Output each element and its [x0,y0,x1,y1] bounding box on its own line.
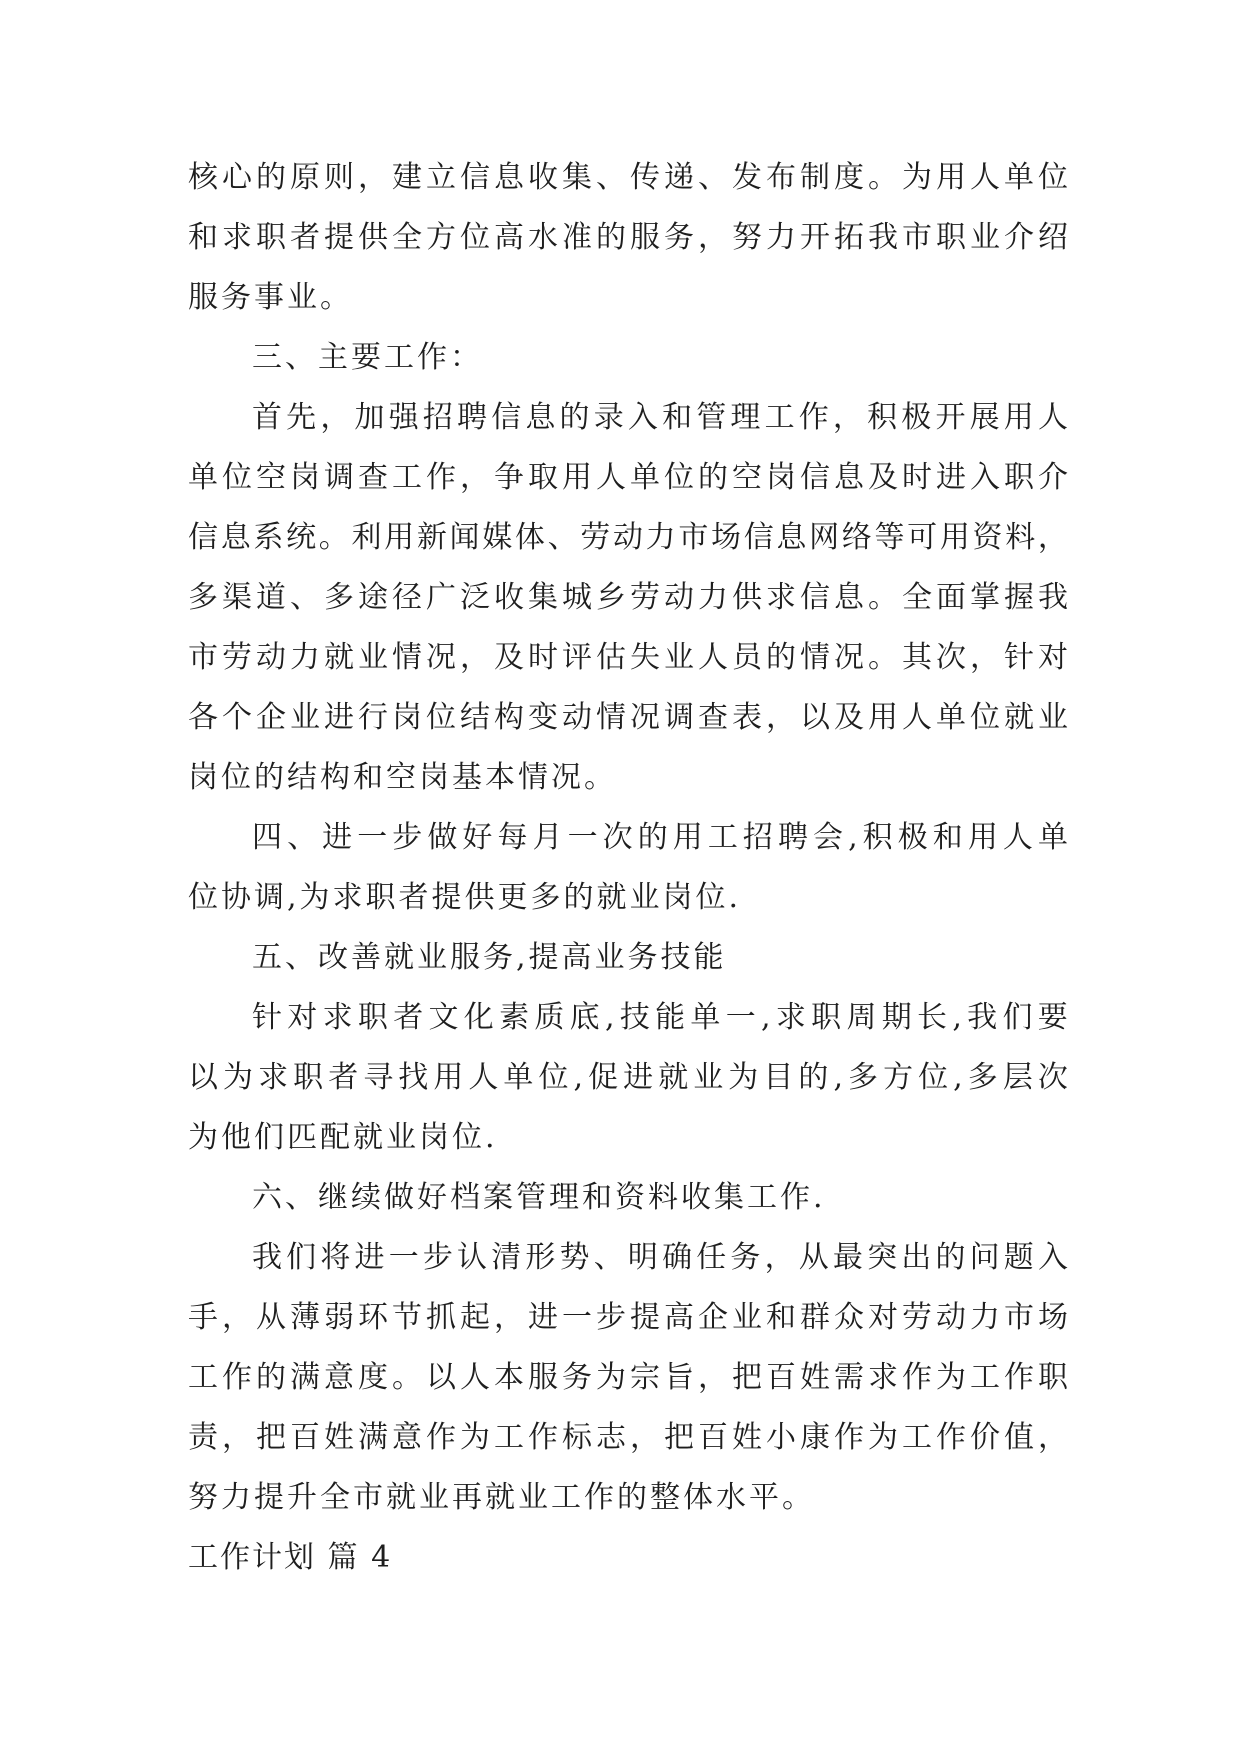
paragraph-line: 针 对 求 职 者 文 化 素 质 底 , 技 能 单 一 , 求 职 周 期 长 , 我 们 要 [252,1000,1068,1035]
paragraph-line: 努力提升全市就业再就业工作的整体水平。 [188,1480,815,1515]
paragraph-line: 市 劳 动 力 就 业 情 况 ， 及 时 评 估 失 业 人 员 的 情 况 。 其 次 ， 针 对 [188,640,1068,675]
paragraph-line: 和 求 职 者 提 供 全 方 位 高 水 准 的 服 务 ， 努 力 开 拓 我 市 职 业 介 绍 [188,220,1068,255]
paragraph-line: 六、继续做好档案管理和资料收集工作. [252,1180,826,1215]
paragraph-line: 三、主要工作： [252,340,483,375]
paragraph-line: 责 ， 把 百 姓 满 意 作 为 工 作 标 志 ， 把 百 姓 小 康 作 为 工 作 价 值 ， [188,1420,1068,1455]
paragraph-line: 首 先 ， 加 强 招 聘 信 息 的 录 入 和 管 理 工 作 ， 积 极 开 展 用 人 [252,400,1068,435]
paragraph-line: 信 息 系 统 。 利 用 新 闻 媒 体 、 劳 动 力 市 场 信 息 网 络 等 可 用 资 料 ， [188,520,1068,555]
paragraph-line: 我 们 将 进 一 步 认 清 形 势 、 明 确 任 务 ， 从 最 突 出 的 问 题 入 [252,1240,1068,1275]
paragraph-line: 工 作 的 满 意 度 。 以 人 本 服 务 为 宗 旨 ， 把 百 姓 需 求 作 为 工 作 职 [188,1360,1068,1395]
paragraph-line: 各 个 企 业 进 行 岗 位 结 构 变 动 情 况 调 查 表 ， 以 及 用 人 单 位 就 业 [188,700,1068,735]
paragraph-line: 五、改善就业服务,提高业务技能 [252,940,727,975]
paragraph-line: 单 位 空 岗 调 查 工 作 ， 争 取 用 人 单 位 的 空 岗 信 息 及 时 进 入 职 介 [188,460,1068,495]
paragraph-line: 位协调,为求职者提供更多的就业岗位. [188,880,742,915]
paragraph-line: 手 ， 从 薄 弱 环 节 抓 起 ， 进 一 步 提 高 企 业 和 群 众 对 劳 动 力 市 场 [188,1300,1068,1335]
paragraph-line: 多 渠 道 、 多 途 径 广 泛 收 集 城 乡 劳 动 力 供 求 信 息 。 全 面 掌 握 我 [188,580,1068,615]
paragraph-line: 为他们匹配就业岗位. [188,1120,498,1155]
document-body [188,148,1068,1588]
section-heading: 工作计划 篇 4 [188,1540,393,1575]
paragraph-line: 核 心 的 原 则 ， 建 立 信 息 收 集 、 传 递 、 发 布 制 度 。 为 用 人 单 位 [188,160,1068,195]
paragraph-line: 以 为 求 职 者 寻 找 用 人 单 位 , 促 进 就 业 为 目 的 , 多 方 位 , 多 层 次 [188,1060,1068,1095]
paragraph-line: 岗位的结构和空岗基本情况。 [188,760,617,795]
paragraph-line: 四 、 进 一 步 做 好 每 月 一 次 的 用 工 招 聘 会 , 积 极 和 用 人 单 [252,820,1068,855]
paragraph-line: 服务事业。 [188,280,353,315]
